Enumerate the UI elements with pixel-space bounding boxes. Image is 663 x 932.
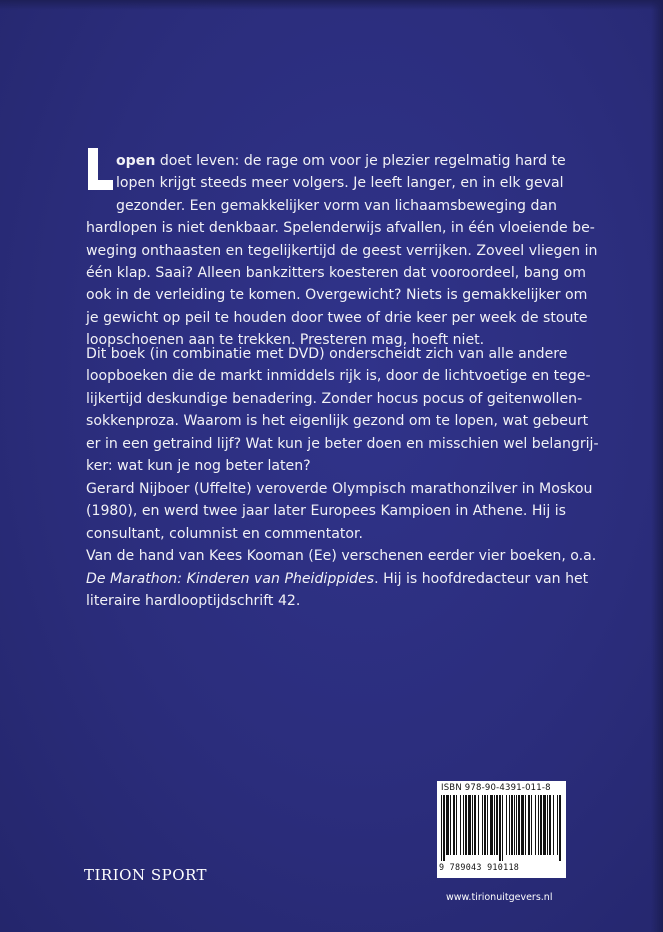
bio-line: Gerard Nijboer (Uffelte) veroverde Olympisch marathonzilver in Moskou [86, 481, 593, 497]
bio-line: consultant, columnist en commentator. [86, 525, 364, 542]
blurb-paragraph-1 [86, 150, 598, 352]
blurb-paragraph-2 [86, 343, 599, 477]
blurb-line: loopschoenen aan te trekken. Presteren mag, hoeft niet. [86, 332, 485, 349]
blurb-line: ker: wat kun je nog beter laten? [86, 458, 311, 475]
lead-word: open [116, 153, 156, 169]
barcode-bars-icon [441, 795, 562, 861]
cover-right-edge [651, 0, 663, 932]
blurb-line: je gewicht op peil te houden door twee of drie keer per week de stoute [86, 309, 588, 326]
blurb-line: weging onthaasten en tegelijkertijd de geest verrijken. Zoveel vliegen in [86, 242, 598, 259]
isbn-label: ISBN 978-90-4391-011-8 [441, 783, 551, 793]
blurb-line: lopen krijgt steeds meer volgers. Je leeft langer, en in elk geval [116, 175, 564, 192]
blurb-line: er in een getraind lijf? Wat kun je beter doen en misschien wel belangrij- [86, 435, 599, 452]
bio-line: (1980), en werd twee jaar later Europees Kampioen in Athene. Hij is [86, 503, 567, 520]
isbn-barcode [437, 781, 566, 878]
cover-top-edge [0, 0, 663, 10]
barcode-digits: 9 789043 910118 [439, 862, 520, 872]
blurb-line: ook in de verleiding te komen. Overgewicht? Niets is gemakkelijker om [86, 287, 588, 304]
blurb-line: loopboeken die de markt inmiddels rijk is, door de lichtvoetige en tege- [86, 368, 591, 385]
bio-line: Van de hand van Kees Kooman (Ee) verschenen eerder vier boeken, o.a. [86, 548, 597, 565]
blurb-line: sokkenproza. Waarom is het eigenlijk gezond om te lopen, wat gebeurt [86, 413, 589, 430]
blurb-line: lijkertijd deskundige benadering. Zonder hocus pocus of geitenwollen- [86, 390, 583, 407]
blurb-line: Dit boek (in combinatie met DVD) onderscheidt zich van alle andere [86, 346, 568, 362]
bio-line: literaire hardlooptijdschrift 42. [86, 593, 301, 610]
blurb-line: gezonder. Een gemakkelijker vorm van lichaamsbeweging dan [116, 197, 557, 214]
blurb-line: open doet leven: de rage om voor je plezier regelmatig hard te [116, 153, 566, 169]
book-title: De Marathon: Kinderen van Pheidippides [86, 570, 375, 587]
author-bio [86, 478, 597, 612]
blurb-line: hardlopen is niet denkbaar. Spelenderwijs afvallen, in één vloeiende be- [86, 220, 595, 237]
blurb-line: één klap. Saai? Alleen bankzitters koesteren dat vooroordeel, bang om [86, 265, 586, 282]
bio-line: De Marathon: Kinderen van Pheidippides. Hij is hoofdredacteur van het [86, 570, 589, 587]
publisher-website: www.tirionuitgevers.nl [446, 892, 553, 903]
publisher-logo: TIRION SPORT [84, 866, 208, 884]
